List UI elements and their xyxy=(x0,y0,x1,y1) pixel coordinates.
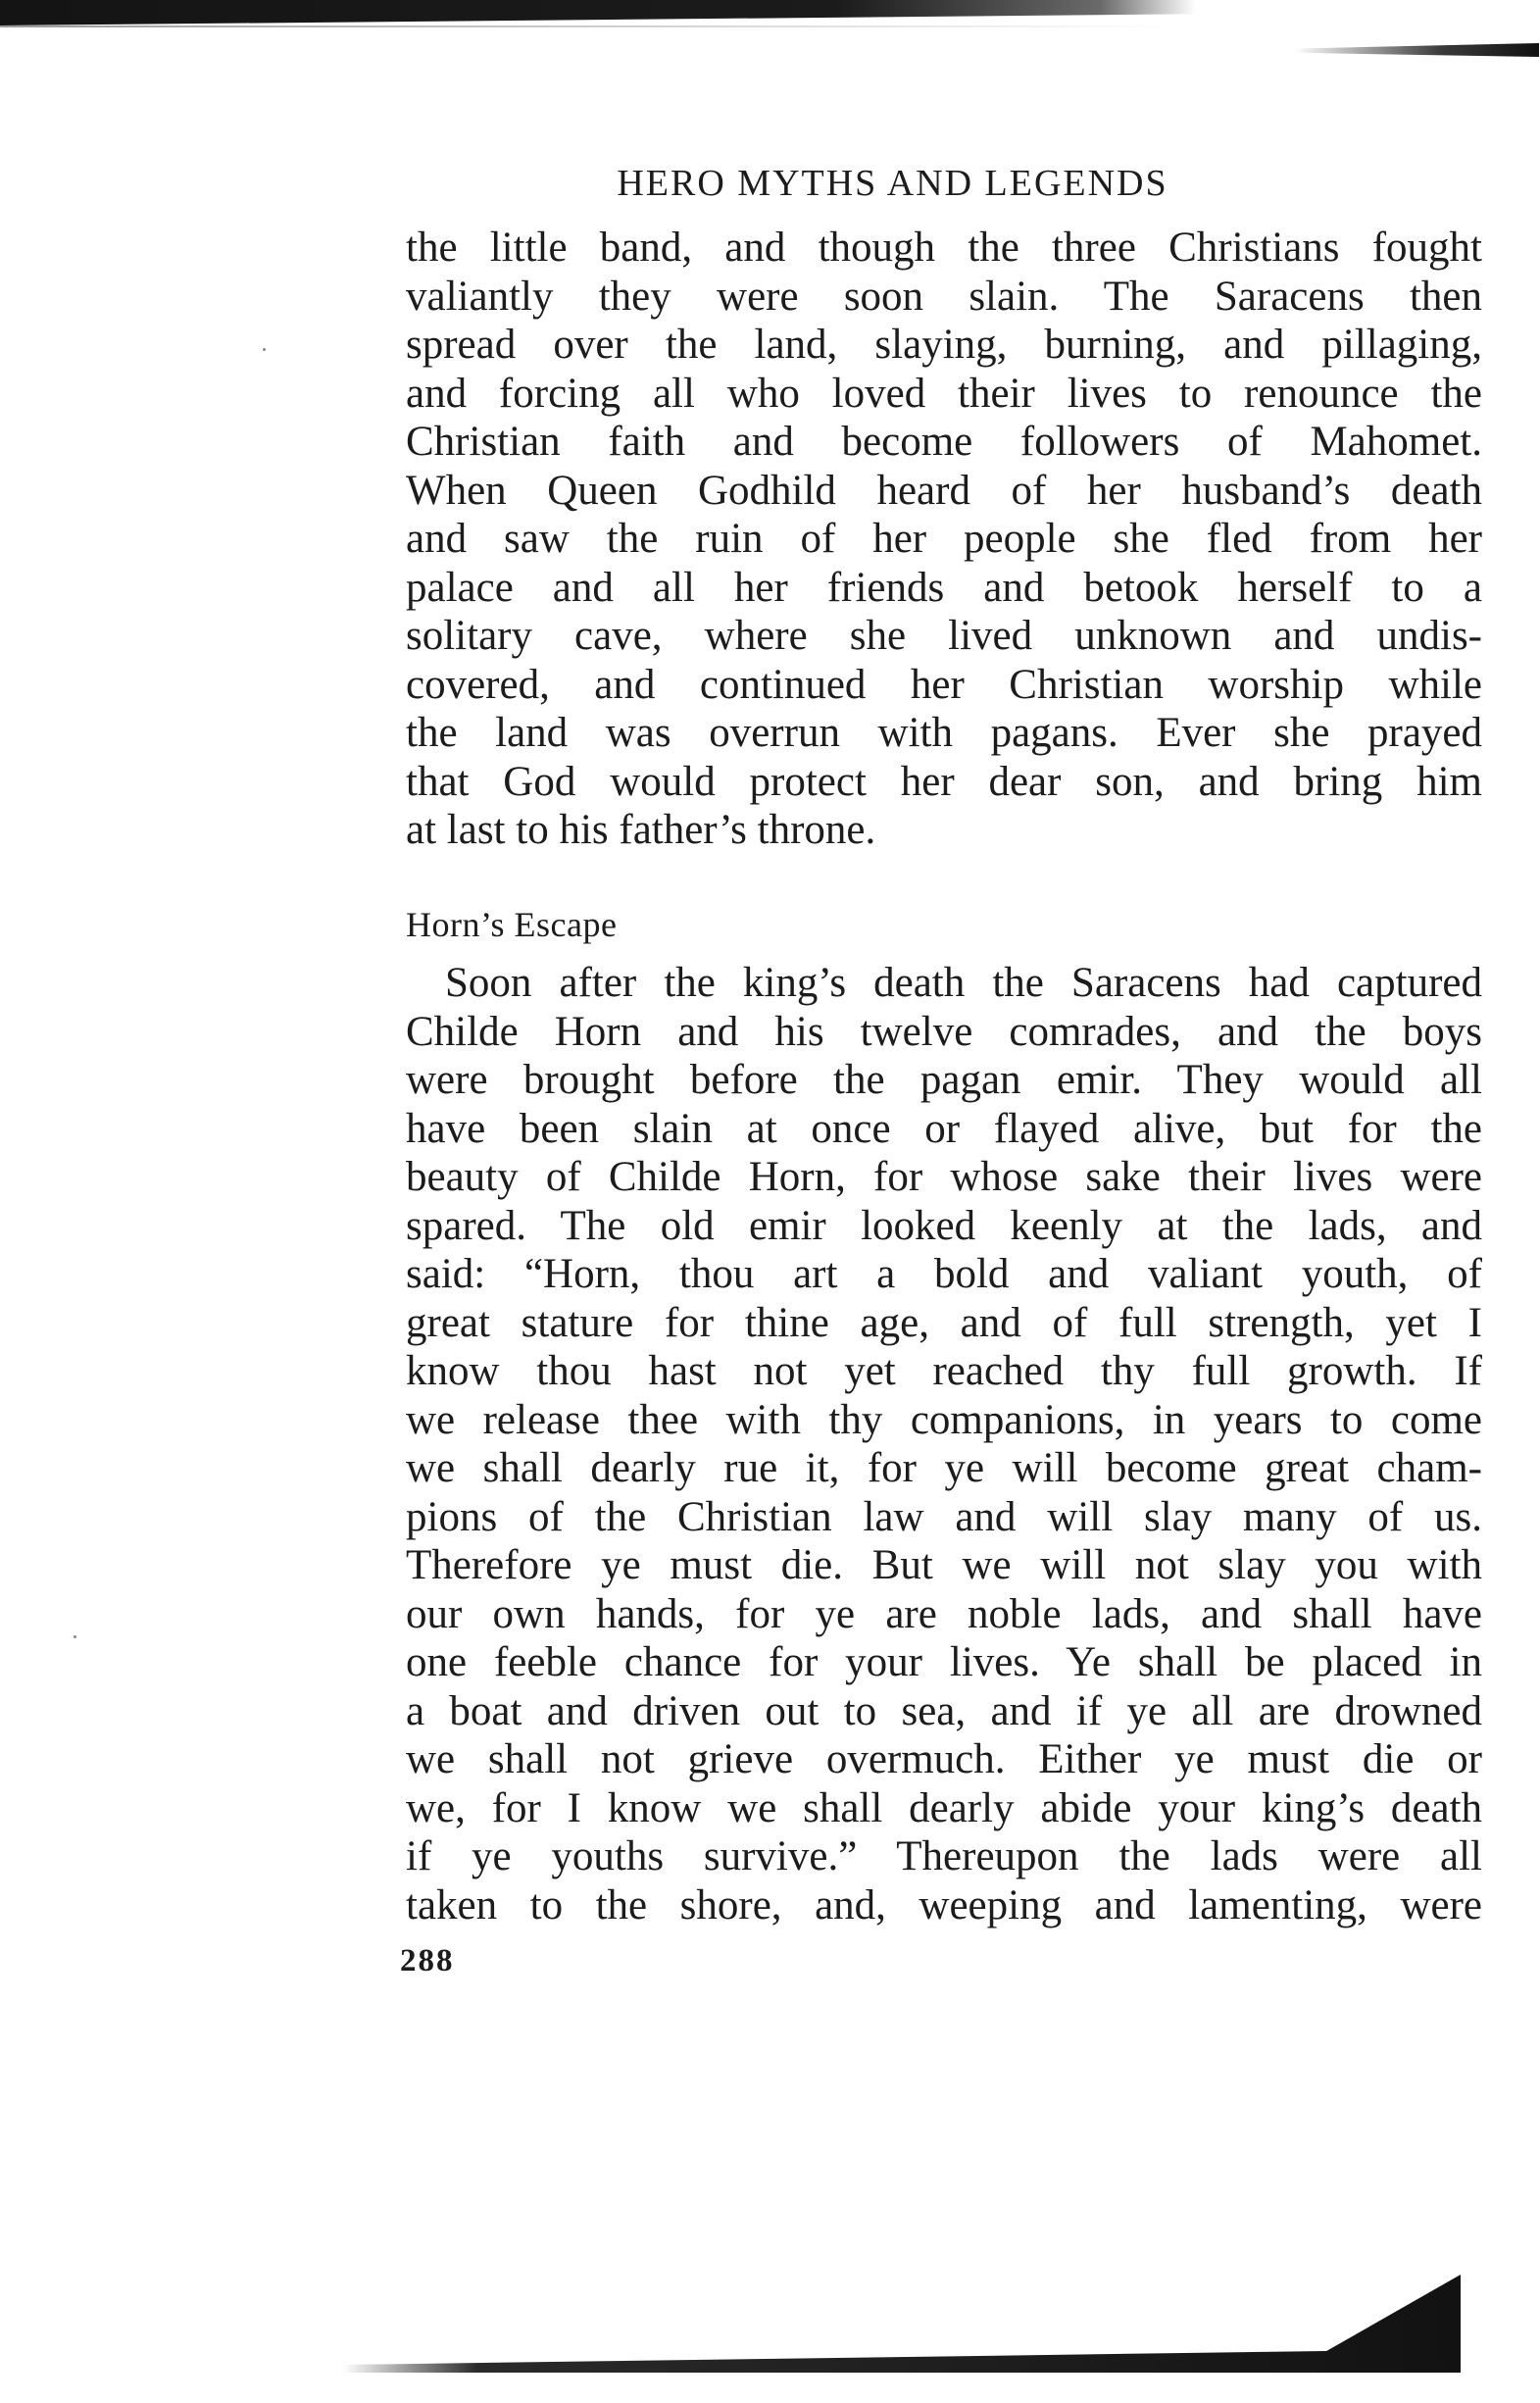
text-line: When Queen Godhild heard of her husband’s death xyxy=(406,467,1482,514)
section-heading: Horn’s Escape xyxy=(406,905,618,944)
margin-speck xyxy=(74,1635,76,1638)
top-scan-edge xyxy=(0,0,1196,25)
text-line: we shall dearly rue it, for ye will become great cham- xyxy=(406,1445,1482,1491)
paragraph-two xyxy=(406,959,1482,1929)
text-line: the land was overrun with pagans. Ever she prayed xyxy=(406,710,1482,756)
top-right-scan-mark xyxy=(1294,43,1539,57)
text-line: Christian faith and become followers of Mahomet. xyxy=(406,419,1482,465)
text-line: pions of the Christian law and will slay many of us. xyxy=(406,1493,1482,1540)
text-line: palace and all her friends and betook herself to a xyxy=(406,564,1482,611)
running-header xyxy=(0,165,1540,202)
paragraph-one xyxy=(406,224,1482,855)
text-line: have been slain at once or flayed alive, but for the xyxy=(406,1105,1482,1152)
text-line: beauty of Childe Horn, for whose sake their lives were xyxy=(406,1154,1482,1200)
text-line: and forcing all who loved their lives to renounce the xyxy=(406,370,1482,417)
text-line: covered, and continued her Christian worship while xyxy=(406,661,1482,708)
text-line: Childe Horn and his twelve comrades, and the boys xyxy=(406,1008,1482,1055)
text-line: valiantly they were soon slain. The Saracens then xyxy=(406,273,1482,320)
page-number: 288 xyxy=(400,1943,455,1978)
running-header-text: HERO MYTHS AND LEGENDS xyxy=(617,163,1168,204)
text-line: know thou hast not yet reached thy full growth. If xyxy=(406,1348,1482,1394)
text-line: that God would protect her dear son, and bring him xyxy=(406,758,1482,805)
margin-speck xyxy=(263,348,266,351)
text-line: Therefore ye must die. But we will not slay you with xyxy=(406,1542,1482,1588)
text-line: we shall not grieve overmuch. Either ye must die or xyxy=(406,1736,1482,1782)
text-line: solitary cave, where she lived unknown and undis- xyxy=(406,613,1482,659)
top-scan-line xyxy=(0,25,1176,27)
bottom-scan-edge xyxy=(343,2275,1461,2373)
text-line: and saw the ruin of her people she fled from her xyxy=(406,516,1482,562)
text-line: we, for I know we shall dearly abide your king’s death xyxy=(406,1784,1482,1831)
text-line: spared. The old emir looked keenly at the lads, and xyxy=(406,1202,1482,1249)
text-line: taken to the shore, and, weeping and lamenting, were xyxy=(406,1881,1482,1928)
text-line: said: “Horn, thou art a bold and valiant youth, of xyxy=(406,1251,1482,1297)
text-line: at last to his father’s throne. xyxy=(406,807,876,853)
text-line: the little band, and though the three Christians fought xyxy=(406,225,1482,271)
text-line: if ye youths survive.” Thereupon the lads were all xyxy=(406,1833,1482,1879)
text-line: Soon after the king’s death the Saracens had captured xyxy=(445,960,1482,1006)
text-line: we release thee with thy companions, in years to come xyxy=(406,1396,1482,1443)
text-line: one feeble chance for your lives. Ye shall be placed in xyxy=(406,1639,1482,1685)
text-line: a boat and driven out to sea, and if ye all are drowned xyxy=(406,1687,1482,1734)
text-line: were brought before the pagan emir. They would all xyxy=(406,1057,1482,1103)
text-line: our own hands, for ye are noble lads, and shall have xyxy=(406,1590,1482,1637)
text-line: spread over the land, slaying, burning, and pillaging, xyxy=(406,322,1482,368)
text-line: great stature for thine age, and of full strength, yet I xyxy=(406,1299,1482,1346)
